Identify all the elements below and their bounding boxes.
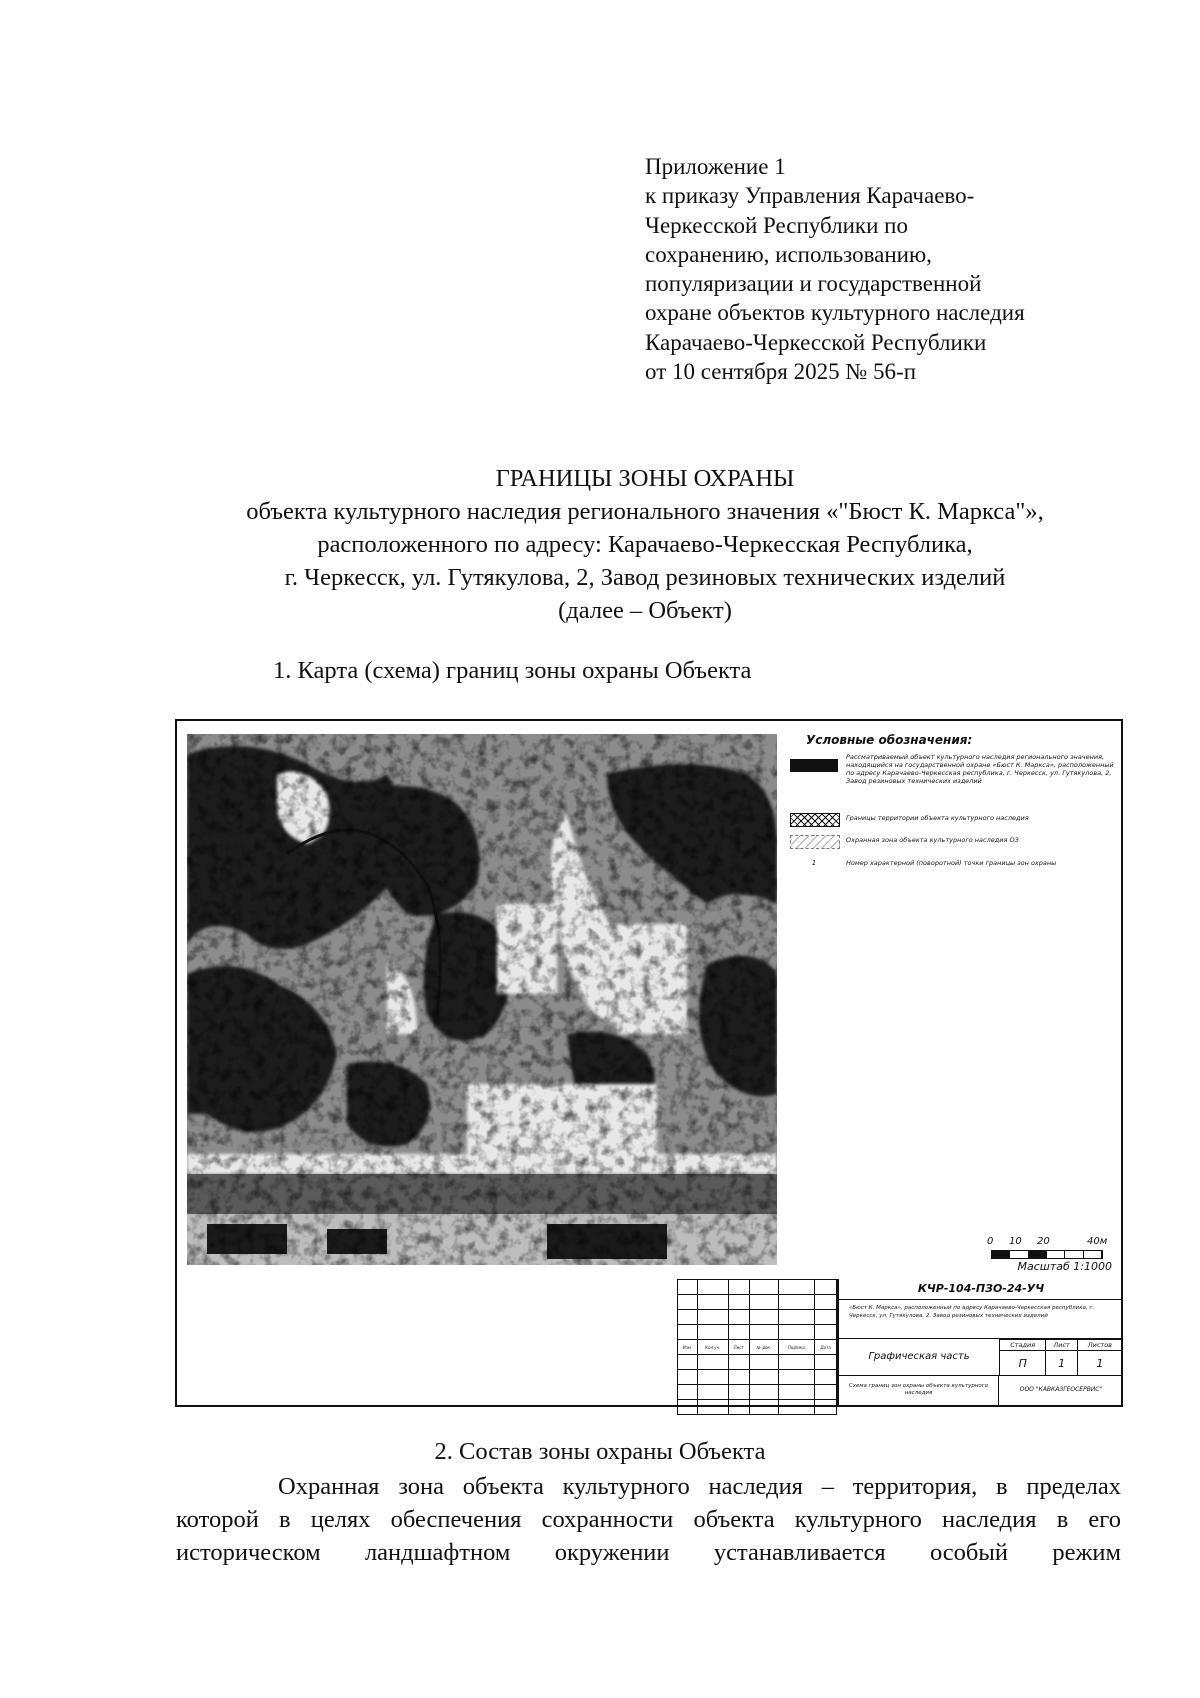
map-legend bbox=[790, 733, 1120, 877]
appendix-block bbox=[645, 152, 1125, 386]
map-frame bbox=[175, 719, 1123, 1407]
legend-title: Условные обозначения: bbox=[806, 733, 973, 747]
scale-label: Масштаб 1:1000 bbox=[1017, 1260, 1112, 1273]
revision-table bbox=[677, 1279, 837, 1415]
point-number-marker: 1 bbox=[811, 859, 817, 867]
drawing-code: КЧР-104-ПЗО-24-УЧ bbox=[839, 1279, 1123, 1300]
rev-header: Изм. bbox=[678, 1340, 698, 1355]
solid-black-rect-icon bbox=[790, 759, 838, 772]
organization-label: ООО "КАВКАЗГЕОСЕРВИС" bbox=[1019, 1386, 1103, 1393]
graphic-part-label: Графическая часть bbox=[839, 1339, 1000, 1376]
rev-header: Дата bbox=[815, 1340, 837, 1355]
paragraph-line: которой в целях обеспечения сохранности объекта культурного наследия в его bbox=[176, 1506, 1121, 1533]
scale-tick: 20 bbox=[1037, 1236, 1050, 1247]
paragraph-line: Охранная зона объекта культурного наследия – территория, в пределах bbox=[278, 1473, 1121, 1500]
appendix-line: сохранению, использованию, bbox=[645, 241, 932, 267]
stage-columns bbox=[999, 1339, 1123, 1375]
scale-tick: 10 bbox=[1009, 1236, 1022, 1247]
title-line: г. Черкесск, ул. Гутякулова, 2, Завод резиновых технических изделий bbox=[284, 564, 1006, 591]
stage-value: 1 bbox=[1046, 1351, 1077, 1376]
legend-item bbox=[790, 811, 1120, 833]
point-number-icon bbox=[790, 859, 838, 869]
appendix-line: к приказу Управления Карачаево- bbox=[645, 183, 975, 209]
crosshatch-rect-icon bbox=[790, 813, 840, 827]
scale-bar bbox=[987, 1236, 1112, 1273]
appendix-line: Приложение 1 bbox=[645, 154, 786, 179]
legend-item bbox=[790, 753, 1120, 811]
scale-graphic bbox=[991, 1250, 1103, 1259]
diagonal-hatch-rect-icon bbox=[790, 835, 840, 849]
title-line: объекта культурного наследия регионального значения «"Бюст К. Маркса"», bbox=[246, 498, 1044, 525]
appendix-line: охране объектов культурного наследия bbox=[645, 300, 1025, 326]
stage-head: Лист bbox=[1046, 1340, 1077, 1351]
legend-text: Номер характерной (поворотной) точки границы зон охраны bbox=[846, 859, 1057, 867]
title-stamp bbox=[677, 1279, 1121, 1405]
scheme-label: Схема границ зон охраны объекта культурного наследия bbox=[839, 1375, 999, 1405]
aerial-photo bbox=[187, 734, 777, 1265]
appendix-line: от 10 сентября 2025 № 56-п bbox=[645, 359, 917, 385]
stage-value: П bbox=[1000, 1351, 1046, 1376]
rev-header: Подпись bbox=[779, 1340, 815, 1355]
stage-value: 1 bbox=[1077, 1351, 1122, 1376]
stamp-main bbox=[837, 1279, 1123, 1405]
rev-header: Кол.уч. bbox=[697, 1340, 728, 1355]
document-title bbox=[150, 462, 1140, 627]
scale-ticks bbox=[987, 1236, 1112, 1248]
appendix-line: Черкесской Республики по bbox=[645, 212, 908, 238]
section1-heading: 1. Карта (схема) границ зоны охраны Объекта bbox=[273, 657, 752, 684]
stage-head: Стадия bbox=[1000, 1340, 1046, 1351]
section2-heading: 2. Состав зоны охраны Объекта bbox=[434, 1438, 766, 1465]
legend-item bbox=[790, 857, 1120, 877]
scale-tick: 40м bbox=[1087, 1236, 1108, 1247]
section2-paragraph bbox=[176, 1470, 1121, 1569]
title-line: расположенного по адресу: Карачаево-Черкесская Республика, bbox=[317, 531, 973, 558]
title-line: (далее – Объект) bbox=[558, 597, 732, 624]
object-description: «Бюст К. Маркса», расположенный по адресу Карачаево-Черкесская республика, г. Черкесск, ул. Гутякулова, 2, Завод резиновых технических изделий bbox=[839, 1299, 1123, 1339]
legend-text: Охранная зона объекта культурного наследия ОЗ bbox=[846, 836, 1019, 844]
scale-tick: 0 bbox=[987, 1236, 994, 1247]
stage-head: Листов bbox=[1077, 1340, 1122, 1351]
appendix-line: популяризации и государственной bbox=[645, 271, 982, 297]
aerial-photo-image bbox=[187, 734, 777, 1265]
title-heading: ГРАНИЦЫ ЗОНЫ ОХРАНЫ bbox=[495, 465, 795, 492]
rev-header: Лист bbox=[728, 1340, 749, 1355]
legend-item bbox=[790, 833, 1120, 857]
appendix-line: Карачаево-Черкесской Республики bbox=[645, 329, 987, 355]
legend-text: Рассматриваемый объект культурного наследия регионального значения, находящийся на государственной охране «Бюст К. Маркса», расположенный по адресу Карачаево-Черкесская республика, г. Черкесск, ул. Гутякулова, 2, Завод резиновых технических изделий bbox=[846, 753, 1114, 785]
paragraph-line: историческом ландшафтном окружении устанавливается особый режим bbox=[176, 1539, 1121, 1566]
rev-header: № док. bbox=[749, 1340, 778, 1355]
legend-text: Границы территории объекта культурного наследия bbox=[846, 814, 1029, 822]
